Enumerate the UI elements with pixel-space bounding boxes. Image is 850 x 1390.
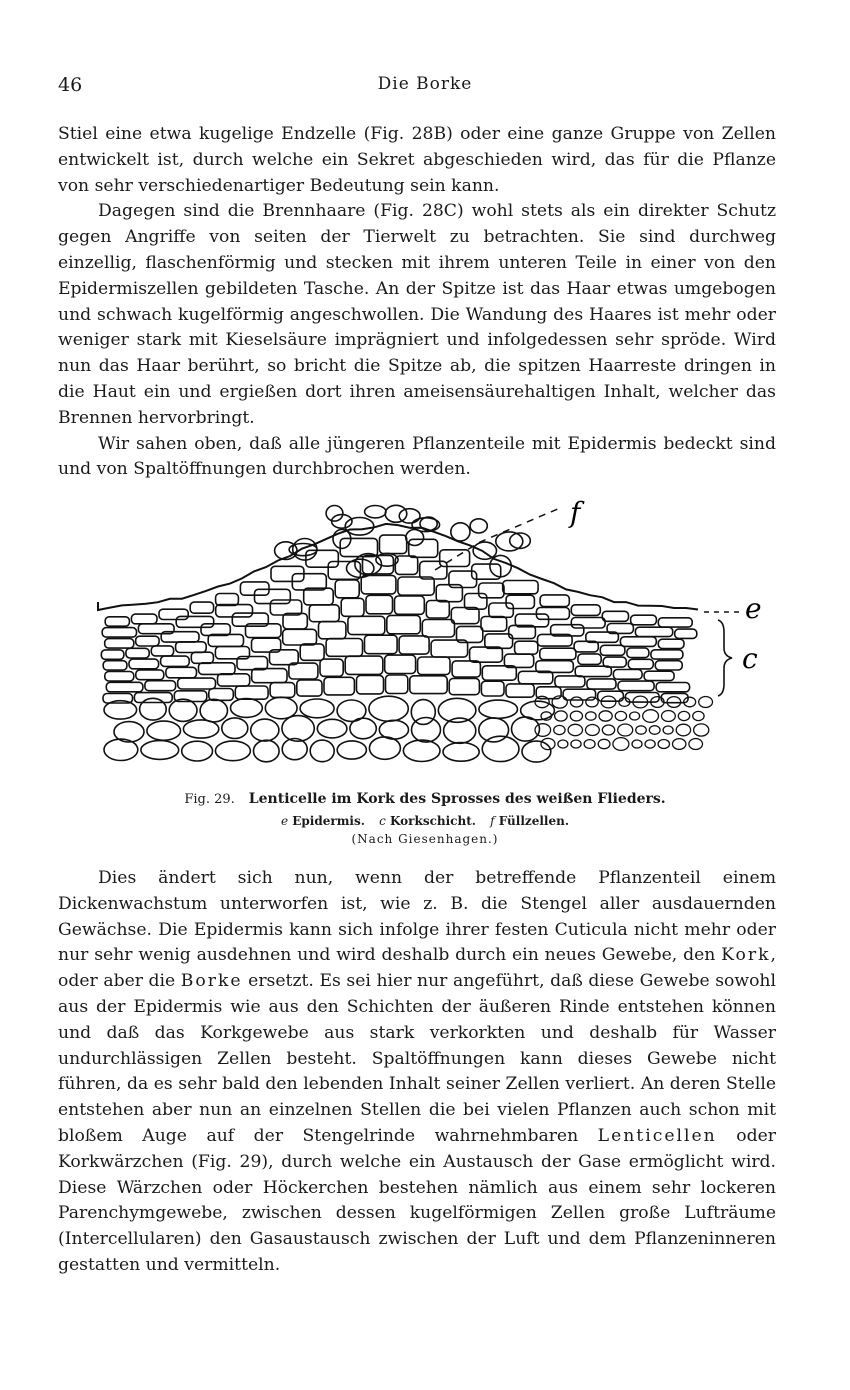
text-run: oder Korkwärzchen (Fig. 29), durch welche ein Austausch der Gase ermöglicht wird. Diese Wärzchen oder Höckerchen bestehen nämlich aus einem sehr lockeren Parenchymgewebe, zwischen dessen kugelförmigen Zellen große Lufträume (Intercellularen) den Gasaustausch zwischen der Luft und dem Pflanzeninneren gestatten und vermitteln.: [58, 1125, 776, 1275]
text-block-top: [58, 122, 776, 483]
figure-number: Fig. 29.: [184, 792, 235, 807]
text-run: , oder aber die: [58, 945, 776, 992]
label-c: c: [742, 642, 758, 675]
paragraph: Wir sahen oben, daß alle jüngeren Pflanzenteile mit Epidermis bedeckt sind und von Spaltöffnungen durchbrochen werden.: [58, 433, 776, 480]
bracket-c: [718, 620, 732, 696]
paragraph: [58, 866, 776, 1279]
lenticel-illustration: [90, 470, 762, 770]
paragraph: Dagegen sind die Brennhaare (Fig. 28C) wohl stets als ein direkter Schutz gegen Angriffe von seiten der Tierwelt zu betrachten. Sie sind durchweg einzellig, flaschenförmig und stecken mit ihrem unteren Teile in einer von den Epidermiszellen gebildeten Tasche. An der Spitze ist das Haar etwas umgebogen und schwach kugelförmig angeschwollen. Die Wandung des Haares ist mehr oder weniger stark mit Kieselsäure imprägniert und infolgedessen sehr spröde. Wird nun das Haar berührt, so bricht die Spitze ab, die spitzen Haarreste dringen in die Haut ein und ergießen dort ihren ameisensäurehaltigen Inhalt, welcher das Brennen hervorbringt.: [58, 201, 776, 428]
spaced-term: Borke: [180, 971, 243, 992]
legend-item: Füllzellen.: [498, 814, 570, 828]
figure-legend: [0, 814, 850, 828]
figure-caption: [0, 791, 850, 807]
legend-item: Epidermis.: [292, 814, 365, 828]
legend-letter: f: [490, 814, 495, 828]
figure-source: (Nach Giesenhagen.): [351, 832, 499, 846]
running-title: Die Borke: [377, 74, 473, 94]
figure-title: Lenticelle im Kork des Sprosses des weißen Flieders.: [248, 791, 666, 807]
text-run: Dies ändert sich nun, wenn der betreffende Pflanzenteil einem Dickenwachstum unterworfen ist, wie z. B. die Stengel aller ausdauernden Gewächse. Die Epidermis kann sich infolge ihrer festen Cuticula nicht mehr oder nur sehr wenig ausdehnen und wird deshalb durch ein neues Gewebe, den: [58, 868, 776, 966]
label-e: e: [745, 592, 762, 625]
text-block-bottom: [58, 866, 776, 1279]
page-number: 46: [58, 74, 83, 96]
paragraph: Stiel eine etwa kugelige Endzelle (Fig. 28B) oder eine ganze Gruppe von Zellen entwickelt ist, durch welche ein Sekret abgeschieden wird, das für die Pflanze von sehr verschiedenartiger Bedeutung sein kann.: [58, 124, 776, 196]
spaced-term: Lenticellen: [597, 1125, 717, 1146]
legend-letter: e: [280, 814, 289, 828]
text-run: ersetzt. Es sei hier nur angeführt, daß diese Gewebe sowohl aus der Epidermis wie aus den Schichten der äußeren Rinde entstehen können und daß das Korkgewebe aus stark verkorkten und deshalb für Wasser undurchlässigen Zellen besteht. Spaltöffnungen kann dieses Gewebe nicht führen, da es sehr bald den lebenden Inhalt seiner Zellen verliert. An deren Stelle entstehen aber nun an einzelnen Stellen die bei vielen Pflanzen auch schon mit bloßem Auge auf der Stengelrinde wahrnehmbaren: [58, 971, 777, 1146]
label-f: f: [570, 496, 581, 529]
legend-letter: c: [379, 814, 386, 828]
legend-item: Korkschicht.: [390, 814, 476, 828]
spaced-term: Kork: [721, 945, 771, 966]
lenticel-drawing: [90, 470, 762, 770]
